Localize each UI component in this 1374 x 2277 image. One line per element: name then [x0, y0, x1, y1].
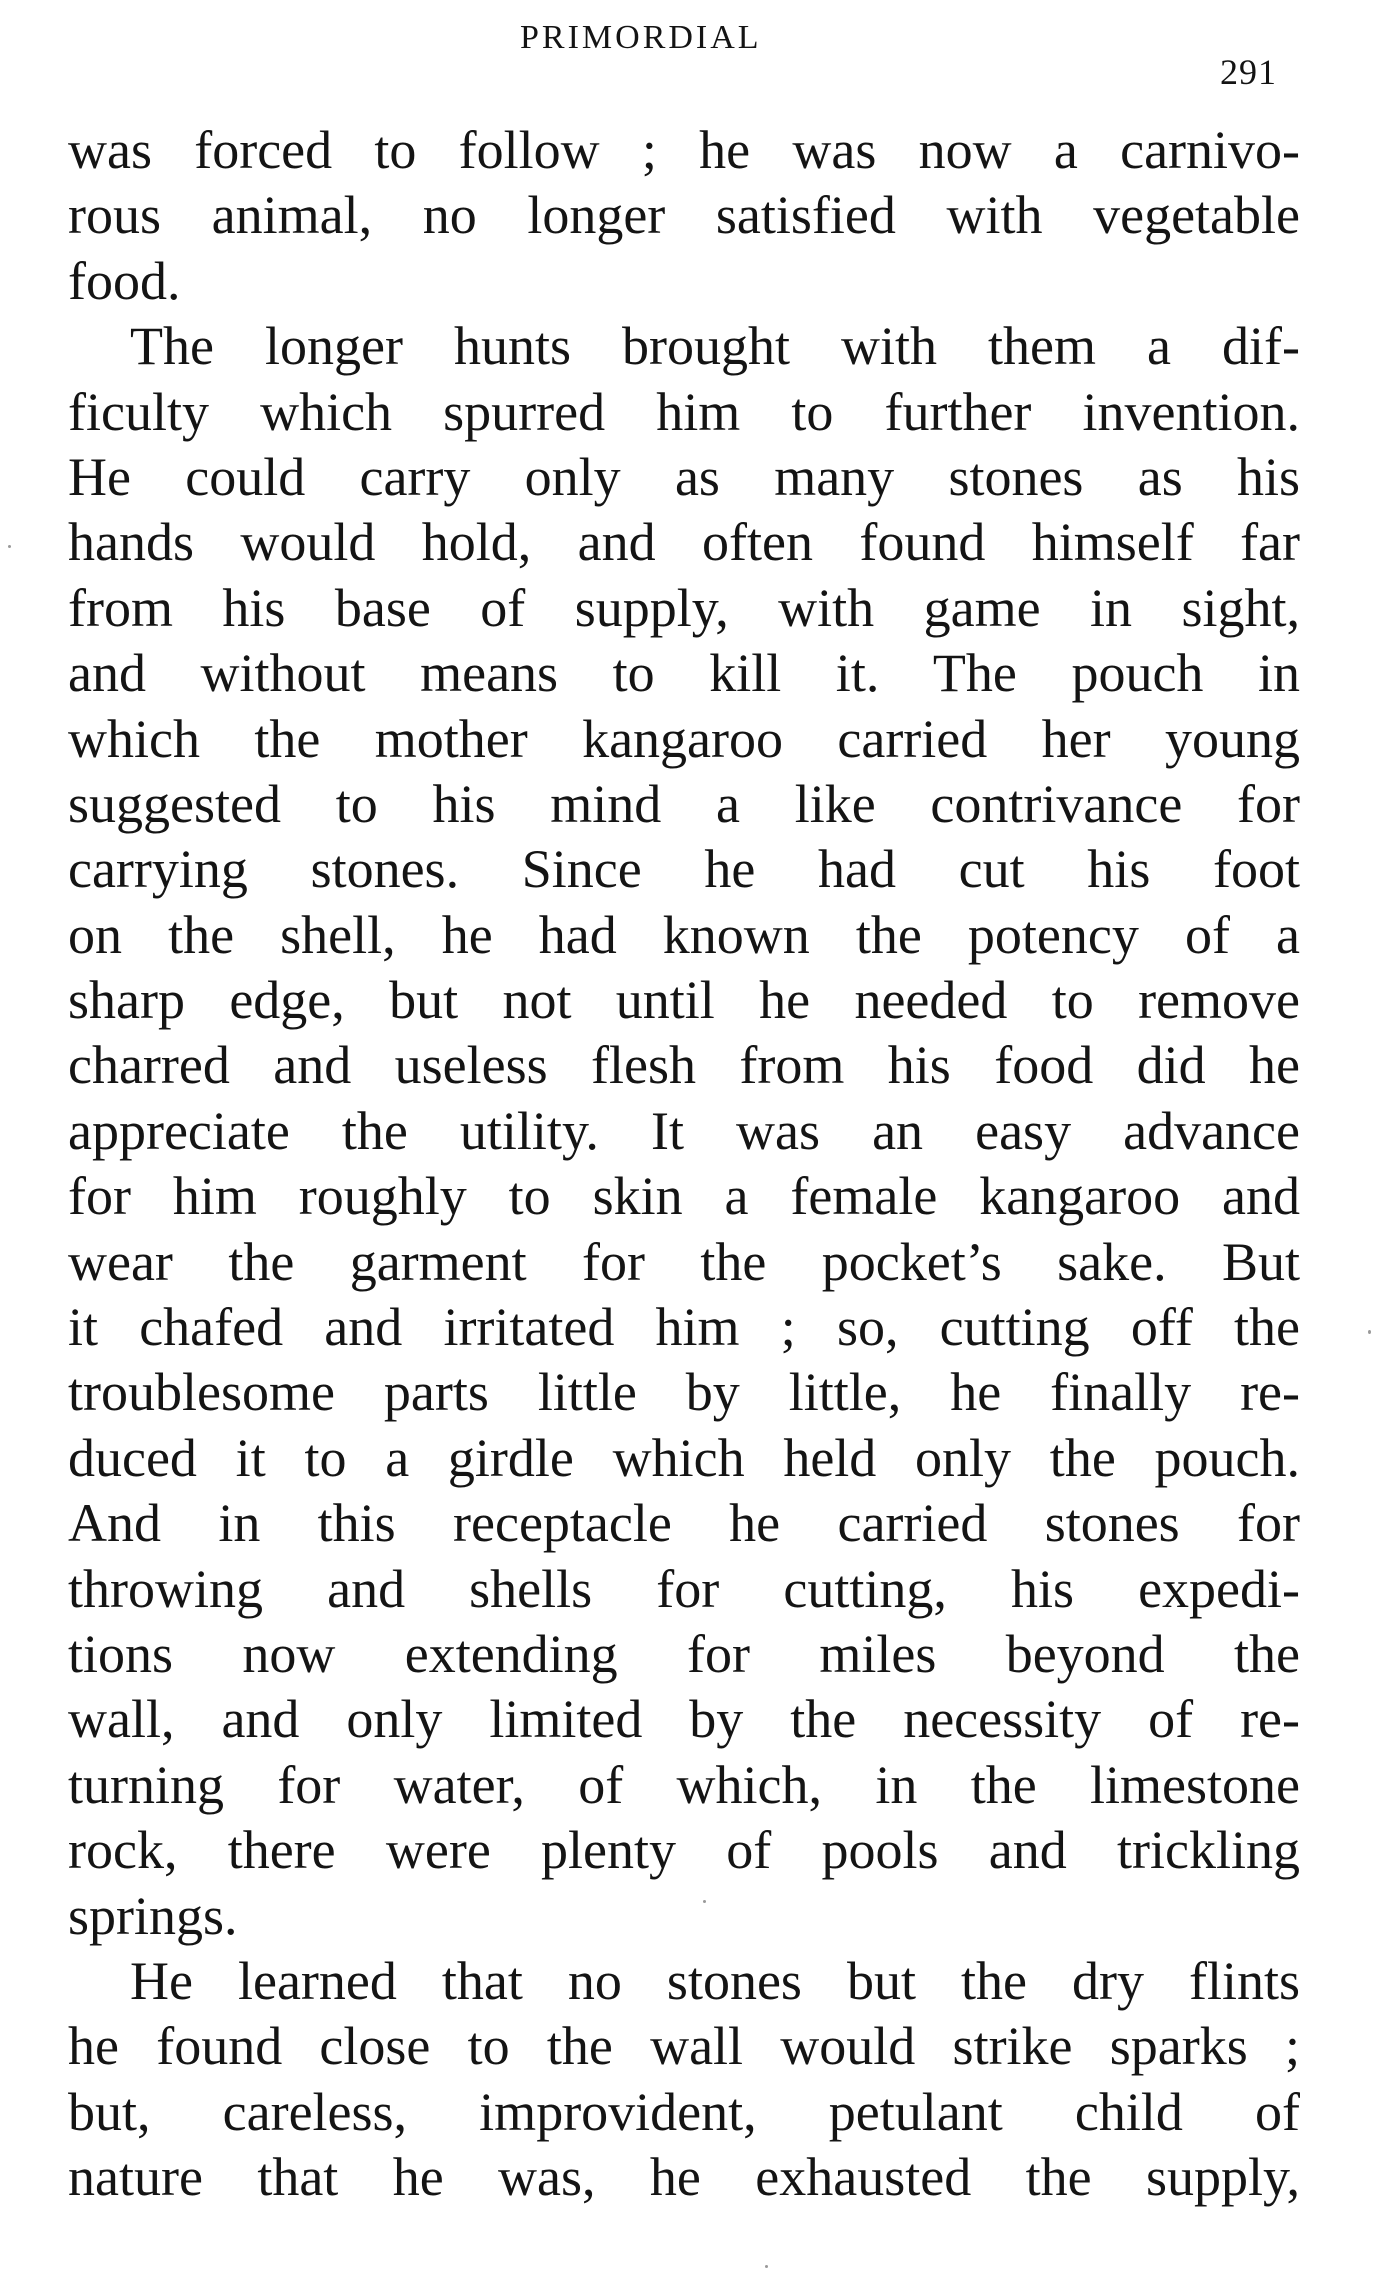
- scan-speck: [8, 545, 11, 548]
- text-line: He could carry only as many stones as his: [68, 446, 1300, 507]
- scan-speck: [1368, 1330, 1371, 1334]
- text-line: but, careless, improvident, petulant child of: [68, 2081, 1300, 2142]
- text-line: And in this receptacle he carried stones for: [68, 1493, 1300, 1554]
- text-line: troublesome parts little by little, he finally re-: [68, 1362, 1300, 1423]
- running-title: PRIMORDIAL: [520, 19, 762, 56]
- text-line: food.: [68, 250, 181, 311]
- text-line: hands would hold, and often found himself far: [68, 512, 1300, 573]
- text-line: suggested to his mind a like contrivance for: [68, 773, 1300, 834]
- body-text: [68, 118, 1300, 2211]
- text-line: from his base of supply, with game in sight,: [68, 577, 1300, 638]
- text-line: it chafed and irritated him ; so, cutting off the: [68, 1297, 1300, 1358]
- text-line: appreciate the utility. It was an easy advance: [68, 1100, 1300, 1161]
- text-line: which the mother kangaroo carried her young: [68, 708, 1300, 769]
- page-number: 291: [1220, 52, 1277, 92]
- scan-speck: [765, 2265, 768, 2268]
- text-line: throwing and shells for cutting, his expedi-: [68, 1558, 1300, 1619]
- text-line: charred and useless flesh from his food did he: [68, 1035, 1300, 1096]
- text-line: sharp edge, but not until he needed to remove: [68, 970, 1300, 1031]
- text-line: and without means to kill it. The pouch in: [68, 643, 1300, 704]
- text-line: rous animal, no longer satisfied with vegetable: [68, 185, 1300, 246]
- text-line: he found close to the wall would strike sparks ;: [68, 2016, 1300, 2077]
- scan-speck: [703, 1900, 706, 1903]
- text-line: rock, there were plenty of pools and trickling: [68, 1820, 1300, 1881]
- text-line: He learned that no stones but the dry flints: [130, 1950, 1300, 2011]
- text-line: wear the garment for the pocket’s sake. But: [68, 1231, 1300, 1292]
- text-line: springs.: [68, 1885, 238, 1946]
- text-line: ficulty which spurred him to further invention.: [68, 381, 1300, 442]
- text-line: on the shell, he had known the potency of a: [68, 904, 1300, 965]
- text-line: carrying stones. Since he had cut his foot: [68, 839, 1300, 900]
- text-line: was forced to follow ; he was now a carnivo-: [68, 120, 1300, 180]
- text-line: wall, and only limited by the necessity of re-: [68, 1689, 1300, 1750]
- text-line: The longer hunts brought with them a dif-: [130, 316, 1300, 377]
- text-line: duced it to a girdle which held only the pouch.: [68, 1427, 1300, 1488]
- text-line: turning for water, of which, in the limestone: [68, 1754, 1300, 1815]
- text-line: tions now extending for miles beyond the: [68, 1623, 1300, 1684]
- text-line: for him roughly to skin a female kangaroo and: [68, 1166, 1300, 1227]
- text-line: nature that he was, he exhausted the supply,: [68, 2147, 1300, 2208]
